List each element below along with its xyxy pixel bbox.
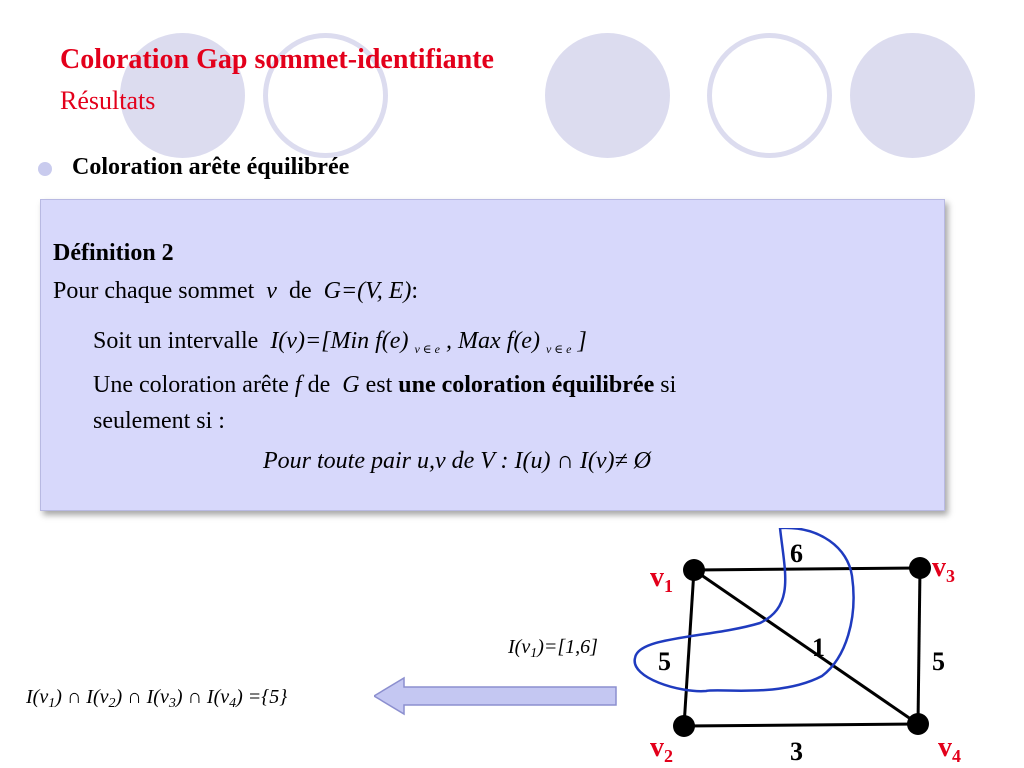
left-arrow-icon [374,676,618,720]
decor-ring-2 [707,33,832,158]
vertex-label-v1: $v_1$ [650,562,673,596]
slide-title: Coloration Gap sommet-identifiante [60,44,494,75]
weight-v1-v3: 6 [790,539,803,568]
bullet-text: Coloration arête équilibrée [72,154,350,180]
weight-v2-v4: 3 [790,737,803,766]
interval-v1-label: $I(v_1)=[1,6]$ [508,636,598,661]
slide-subtitle: Résultats [60,86,156,115]
graph-diagram [610,528,990,768]
weight-v1-v4: 1 [812,633,825,662]
bullet-icon [38,162,52,176]
definition-line-1: Pour chaque sommet v de G=(V, E): [53,278,419,304]
edge-v2-v4 [684,724,918,726]
definition-line-3: Une coloration arête f de G est une coloration équilibrée si [93,372,677,398]
decor-circle-2 [545,33,670,158]
edge-v1-v2 [684,570,694,726]
vertex-v2 [673,715,695,737]
edge-v3-v4 [918,568,920,724]
definition-line-4: seulement si : [93,408,225,434]
edge-v1-v3 [694,568,920,570]
vertex-v1 [683,559,705,581]
intersection-result: $I(v_1)$ ∩ $I(v_2)$ ∩ $I(v_3)$ ∩ $I(v_4) =\{5\}$ [26,686,288,711]
definition-line-5: Pour toute pair u,v de V : I(u) ∩ I(v)≠ Ø [263,448,651,474]
vertex-label-v4: $v_4$ [938,732,961,766]
decor-circle-3 [850,33,975,158]
edge-v1-v4 [694,570,918,724]
vertex-label-v2: $v_2$ [650,732,673,766]
vertex-label-v3: $v_3$ [932,552,955,586]
vertex-v3 [909,557,931,579]
definition-line-2: Soit un intervalle I(v)=[Min f(e) $_{v \in e}$ , Max f(e) $_{v \in e}$ ] [93,328,587,356]
definition-heading: Définition 2 [53,240,174,266]
weight-v1-v2: 5 [658,647,671,676]
vertex-v4 [907,713,929,735]
weight-v3-v4: 5 [932,647,945,676]
definition-box [40,199,945,511]
